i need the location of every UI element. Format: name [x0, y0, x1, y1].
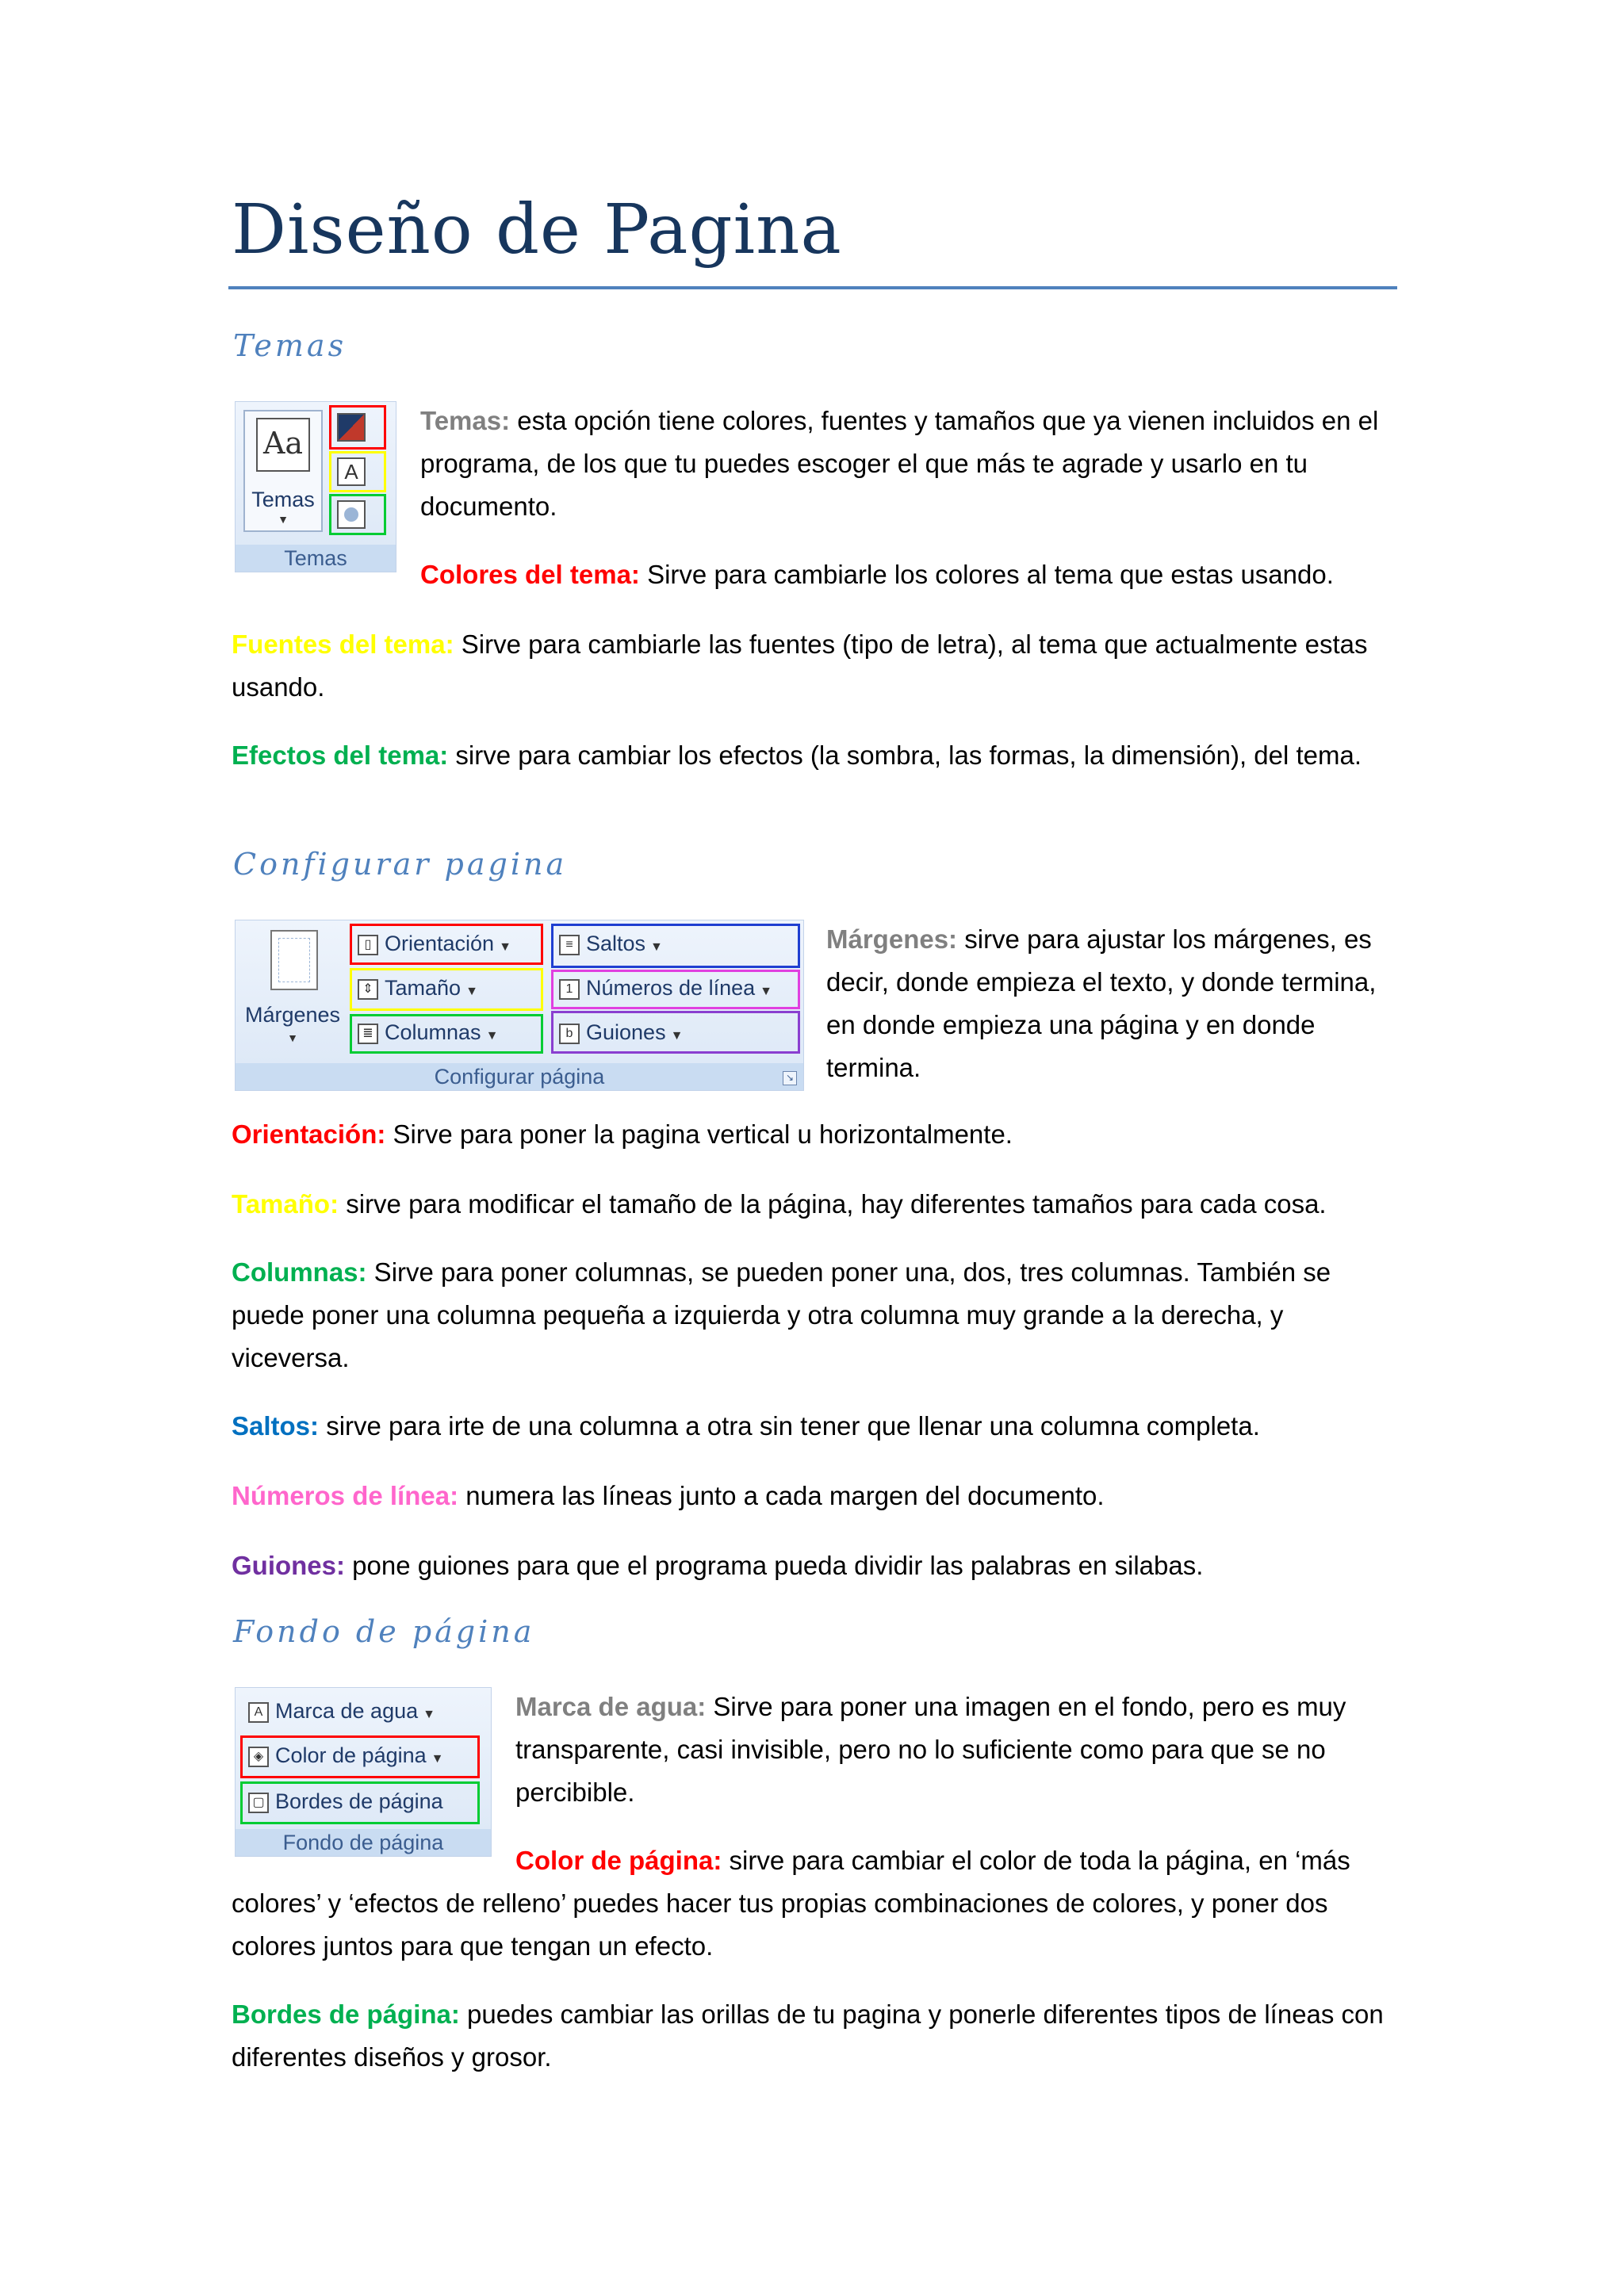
efectos-paragraph — [232, 734, 1402, 777]
orientation-icon: ▯ — [358, 935, 378, 955]
page-title: Diseño de Pagina — [232, 190, 842, 270]
orientacion-text: Sirve para poner la pagina vertical u horizontalmente. — [385, 1119, 1013, 1149]
color-text: sirve para cambiar el color de toda la página, en ‘más colores’ y ‘efectos de relleno’ puedes hacer tus propias combinaciones de colores, y poner dos colores juntos para que tengan un efecto. — [232, 1846, 1350, 1961]
fuentes-text: Sirve para cambiarle las fuentes (tipo de letra), al tema que actualmente estas usando. — [232, 629, 1368, 702]
guiones-paragraph — [232, 1544, 1402, 1587]
bordes-label: Bordes de página: — [232, 1999, 460, 2029]
numeros-label: Números de línea: — [232, 1481, 459, 1510]
watermark-icon: A — [248, 1702, 269, 1723]
orientacion-button: ▯ Orientación ▼ — [353, 927, 511, 964]
temas-big-button — [243, 410, 323, 532]
columnas-paragraph — [232, 1251, 1402, 1380]
marca-text: Sirve para poner una imagen en el fondo, pero es muy transparente, casi invisible, pero no lo suficiente como para que se no percibible. — [515, 1692, 1346, 1807]
theme-colors-icon — [337, 413, 366, 442]
marca-button: A Marca de agua ▼ — [243, 1694, 435, 1732]
tamano-text: sirve para modificar el tamaño de la página, hay diferentes tamaños para cada cosa. — [339, 1189, 1327, 1219]
temas-label: Temas: — [420, 406, 511, 435]
numeros-paragraph — [232, 1475, 1402, 1517]
efectos-text: sirve para cambiar los efectos (la sombra, las formas, la dimensión), del tema. — [448, 740, 1362, 770]
columns-icon: ≣ — [358, 1024, 378, 1044]
marca-paragraph — [515, 1686, 1404, 1814]
margenes-text: sirve para ajustar los márgenes, es decir, donde empieza el texto, y donde termina, en donde empieza una página y en donde termina. — [826, 924, 1377, 1082]
chevron-down-icon: ▼ — [287, 1031, 298, 1044]
themes-aa-icon: Aa — [256, 418, 310, 472]
marca-label: Marca de agua: — [515, 1692, 707, 1721]
margenes-big-button — [239, 925, 347, 1050]
tamano-paragraph — [232, 1183, 1402, 1226]
guiones-label: Guiones: — [232, 1551, 346, 1580]
numeros-button: 1 Números de línea ▼ — [554, 971, 772, 1008]
bordes-button: ▢ Bordes de página — [243, 1785, 443, 1818]
fuentes-label: Fuentes del tema: — [232, 629, 454, 659]
temas-paragraph — [420, 400, 1404, 528]
fuentes-paragraph — [232, 623, 1402, 709]
temas-group-label: Temas — [236, 545, 396, 572]
configurar-group-label: Configurar página — [236, 1063, 803, 1090]
margenes-paragraph — [826, 918, 1404, 1089]
page-color-icon: ◈ — [248, 1747, 269, 1767]
colores-paragraph — [420, 553, 1404, 596]
breaks-icon: ≡ — [559, 935, 580, 955]
bordes-text: puedes cambiar las orillas de tu pagina y ponerle diferentes tipos de líneas con diferentes diseños y grosor. — [232, 1999, 1384, 2072]
heading-temas: Temas — [233, 328, 347, 363]
efectos-label: Efectos del tema: — [232, 740, 449, 770]
fondo-ribbon-image — [235, 1687, 492, 1857]
numeros-text: numera las líneas junto a cada margen del documento. — [458, 1481, 1105, 1510]
bordes-paragraph — [232, 1993, 1402, 2079]
saltos-label: Saltos: — [232, 1411, 320, 1441]
orientacion-label: Orientación: — [232, 1119, 386, 1149]
temas-big-label: Temas — [251, 488, 315, 511]
fondo-group-label: Fondo de página — [236, 1829, 491, 1856]
saltos-button: ≡ Saltos ▼ — [554, 927, 663, 964]
page-borders-icon: ▢ — [248, 1793, 269, 1813]
columnas-text: Sirve para poner columnas, se pueden poner una, dos, tres columnas. También se puede poner una columna pequeña a izquierda y otra columna muy grande a la derecha, y viceversa. — [232, 1257, 1331, 1372]
colores-text: Sirve para cambiarle los colores al tema que estas usando. — [639, 560, 1334, 589]
heading-fondo: Fondo de página — [233, 1614, 535, 1649]
tamano-label: Tamaño: — [232, 1189, 339, 1219]
margenes-text-label: Márgenes: — [826, 924, 958, 954]
saltos-paragraph — [232, 1405, 1402, 1448]
size-icon: ⇕ — [358, 979, 378, 1000]
dialog-launcher-icon: ↘ — [783, 1071, 797, 1085]
chevron-down-icon: ▼ — [278, 513, 289, 526]
temas-ribbon-image — [235, 401, 396, 572]
orientacion-paragraph — [232, 1113, 1402, 1156]
heading-configurar: Configurar pagina — [233, 847, 568, 882]
theme-fonts-icon: A — [337, 457, 366, 486]
color-paragraph — [232, 1839, 1402, 1968]
title-underline — [228, 286, 1397, 289]
temas-text: esta opción tiene colores, fuentes y tamaños que ya vienen incluidos en el programa, de los que tu puedes escoger el que más te agrade y usarlo en tu documento. — [420, 406, 1379, 521]
colores-label: Colores del tema: — [420, 560, 640, 589]
guiones-text: pone guiones para que el programa pueda dividir las palabras en silabas. — [345, 1551, 1204, 1580]
saltos-text: sirve para irte de una columna a otra sin tener que llenar una columna completa. — [319, 1411, 1260, 1441]
hyphenation-icon: b — [559, 1024, 580, 1044]
color-label: Color de página: — [515, 1846, 722, 1875]
color-button: ◈ Color de página ▼ — [243, 1739, 443, 1776]
guiones-button: b Guiones ▼ — [554, 1016, 683, 1053]
configurar-ribbon-image — [235, 920, 804, 1091]
margins-page-icon — [270, 930, 318, 990]
margenes-label: Márgenes — [244, 1003, 341, 1027]
theme-effects-icon — [337, 500, 366, 529]
columnas-label: Columnas: — [232, 1257, 367, 1287]
columnas-button: ≣ Columnas ▼ — [353, 1016, 498, 1053]
line-numbers-icon: 1 — [559, 979, 580, 1000]
tamano-button: ⇕ Tamaño ▼ — [353, 971, 478, 1008]
